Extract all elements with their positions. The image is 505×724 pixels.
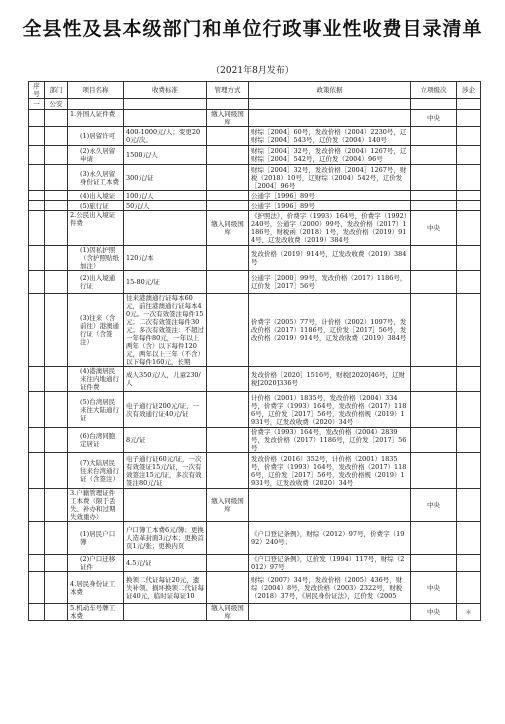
empty-cell xyxy=(29,489,45,522)
management-mode xyxy=(207,294,249,367)
enterprise-related xyxy=(457,165,481,191)
approval-level xyxy=(411,555,457,572)
fee-standard: 4.5元/证 xyxy=(124,555,207,572)
empty-cell xyxy=(45,428,68,453)
empty-cell xyxy=(29,201,45,211)
empty-cell xyxy=(45,572,68,604)
empty-cell xyxy=(45,604,68,621)
empty-cell xyxy=(68,99,124,110)
approval-level: 中央 xyxy=(411,604,457,621)
fee-standard xyxy=(124,489,207,522)
empty-cell xyxy=(29,146,45,165)
empty-cell xyxy=(29,428,45,453)
management-mode xyxy=(207,201,249,211)
empty-cell xyxy=(45,110,68,127)
table-row xyxy=(29,211,481,246)
item-name: (1)居民户口簿 xyxy=(68,522,124,555)
item-name: (5)台湾居民来往大陆通行证 xyxy=(68,392,124,428)
item-name: (6)台湾同胞定居证 xyxy=(68,428,124,453)
enterprise-related xyxy=(457,572,481,604)
empty-cell xyxy=(45,127,68,146)
approval-level xyxy=(411,294,457,367)
fee-standard: 15-80元/证 xyxy=(124,271,207,294)
empty-cell xyxy=(29,604,45,621)
empty-cell xyxy=(29,127,45,146)
management-mode xyxy=(207,271,249,294)
empty-cell xyxy=(45,191,68,201)
empty-cell xyxy=(29,294,45,367)
approval-level xyxy=(411,453,457,489)
empty-cell xyxy=(45,555,68,572)
management-mode xyxy=(207,165,249,191)
item-name: 3.户籍管理证件工本费（限于丢失、补办和过期失效重办） xyxy=(68,489,124,522)
item-name: (1)居留许可 xyxy=(68,127,124,146)
approval-level xyxy=(411,392,457,428)
management-mode: 缴入同级国库 xyxy=(207,110,249,127)
fee-standard: 8元/证 xyxy=(124,428,207,453)
item-name: (2)出入境通行证 xyxy=(68,271,124,294)
empty-cell xyxy=(45,453,68,489)
enterprise-related xyxy=(457,428,481,453)
enterprise-related xyxy=(457,453,481,489)
header-cell: 涉企 xyxy=(457,82,481,99)
item-name: (3)永久居留身份证工本费 xyxy=(68,165,124,191)
approval-level: 中央 xyxy=(411,211,457,246)
table-row xyxy=(29,127,481,146)
empty-cell xyxy=(29,453,45,489)
empty-cell xyxy=(45,165,68,191)
policy-basis: 价费字（2005）77号，计价格（2002）1097号，发改价格（2017）1186号，辽价发［2017］56号，发改价格（2019）914号，辽发改收费（2019）384号 xyxy=(249,294,411,367)
table-row xyxy=(29,392,481,428)
policy-basis: 财综［2004］32号，发改价格［2004］1267号，财税（2018）10号，辽财综（2004）542号，辽价发［2004］96号 xyxy=(249,165,411,191)
policy-basis: 发改价格（2016）352号，计价格（2001）1835号，价费字（1993）164号，发改价格（2017）1186号，辽价发［2017］56号，发改价格规（2019）1931号，辽发改收费（2020）34号 xyxy=(249,453,411,489)
empty-cell xyxy=(45,392,68,428)
management-mode xyxy=(207,392,249,428)
table-row xyxy=(29,246,481,271)
management-mode xyxy=(207,522,249,555)
enterprise-related xyxy=(457,392,481,428)
policy-basis: 《户口登记条例》，辽价发（1994）117号，财综（2012）97号 xyxy=(249,555,411,572)
management-mode: 缴入同级国库 xyxy=(207,604,249,621)
page-title: 全县性及县本级部门和单位行政事业性收费目录清单 xyxy=(22,18,483,40)
empty-cell xyxy=(29,555,45,572)
item-name: (3)往来（含前往）港澳通行证（含签注） xyxy=(68,294,124,367)
enterprise-related xyxy=(457,211,481,246)
policy-basis: 《护照法》，价费字（1993）164号，价费字（1992）240号，公通字（2000）99号，发改价格（2017）1186号，财税函（2018）1号，发改价格（2019）914号，辽发改收费（2019）384号 xyxy=(249,211,411,246)
fee-table xyxy=(28,81,481,621)
header-cell: 部门 xyxy=(45,82,68,99)
fee-standard: 300元/证 xyxy=(124,165,207,191)
approval-level xyxy=(411,428,457,453)
approval-level xyxy=(411,127,457,146)
enterprise-related xyxy=(457,201,481,211)
fee-standard: 换领二代证每证20元，遗失补领、损坏换领二代证每证40元，临时证每证10 xyxy=(124,572,207,604)
item-name: (2)永久居留申请 xyxy=(68,146,124,165)
empty-cell xyxy=(45,146,68,165)
item-name: (7)大陆居民往来台湾通行证（含签注） xyxy=(68,453,124,489)
empty-cell xyxy=(45,211,68,246)
empty-cell xyxy=(124,99,207,110)
header-cell: 序号 xyxy=(29,82,45,99)
section-row xyxy=(29,99,481,110)
header-row xyxy=(29,82,481,99)
management-mode xyxy=(207,555,249,572)
management-mode xyxy=(207,191,249,201)
table-row xyxy=(29,489,481,522)
management-mode xyxy=(207,146,249,165)
table-row xyxy=(29,555,481,572)
table-row xyxy=(29,604,481,621)
approval-level xyxy=(411,165,457,191)
fee-standard: 成人350元/人，儿童230/人 xyxy=(124,367,207,392)
empty-cell xyxy=(45,294,68,367)
empty-cell xyxy=(45,246,68,271)
item-name: (4)港澳居民来往内地通行证件费 xyxy=(68,367,124,392)
policy-basis: 财综［2004］60号，发改价格（2004）2230号，辽财综［2004］543号，辽价发（2004）140号 xyxy=(249,127,411,146)
item-name: 4.居民身份证工本费 xyxy=(68,572,124,604)
policy-basis: 公通字［1996］89号 xyxy=(249,191,411,201)
fee-standard: 电子通行证200元/证，一次有效通行证40元/证 xyxy=(124,392,207,428)
item-name: (1)因私护照（含护照贴纸加注） xyxy=(68,246,124,271)
approval-level xyxy=(411,522,457,555)
enterprise-related xyxy=(457,246,481,271)
item-name: 1.外国人证件费 xyxy=(68,110,124,127)
enterprise-related xyxy=(457,271,481,294)
approval-level xyxy=(411,367,457,392)
fee-standard: 120元/本 xyxy=(124,246,207,271)
empty-cell xyxy=(45,522,68,555)
fee-standard: 400-1000元/人；变更200元/次。 xyxy=(124,127,207,146)
table-row xyxy=(29,201,481,211)
management-mode xyxy=(207,367,249,392)
item-name: 2.公民出入境证件费 xyxy=(68,211,124,246)
fee-standard xyxy=(124,604,207,621)
policy-basis: 公通字［1996］89号 xyxy=(249,201,411,211)
empty-cell xyxy=(249,99,411,110)
enterprise-related xyxy=(457,522,481,555)
fee-standard: 50元/人 xyxy=(124,201,207,211)
fee-standard: 1500元/人 xyxy=(124,146,207,165)
table-row xyxy=(29,146,481,165)
table-row xyxy=(29,110,481,127)
empty-cell xyxy=(29,246,45,271)
empty-cell xyxy=(29,392,45,428)
section-number: 一 xyxy=(29,99,45,110)
empty-cell xyxy=(29,522,45,555)
table-row xyxy=(29,294,481,367)
item-name: (4)出入境证 xyxy=(68,191,124,201)
table-row xyxy=(29,522,481,555)
empty-cell xyxy=(45,367,68,392)
empty-cell xyxy=(207,99,249,110)
approval-level: 中央 xyxy=(411,572,457,604)
header-cell: 管理方式 xyxy=(207,82,249,99)
table-row xyxy=(29,191,481,201)
enterprise-related xyxy=(457,127,481,146)
empty-cell xyxy=(29,191,45,201)
fee-standard: 往来港澳通行证每本60元，前往港澳通行证每本40元。一次有效签注每件15元；二次有效签注每件30元；多次有效签注：不超过一年每件80元，一年以上两年（含）以下每件120元，两年以上三年（不含）以下每件160元，长期 xyxy=(124,294,207,367)
empty-cell xyxy=(45,271,68,294)
enterprise-related xyxy=(457,294,481,367)
policy-basis: 财综（2007）34号，发改价格（2005）436号，财综（2004）8号，发改价格（2003）2322号，财税（2018）37号，《居民身份证法》，辽价发（2005 xyxy=(249,572,411,604)
empty-cell xyxy=(457,99,481,110)
fee-standard: 电子通行证60元/证，一次有效签证15元/证，一次有效签注15元/证，多次有效签注80元/证 xyxy=(124,453,207,489)
approval-level xyxy=(411,201,457,211)
enterprise-related xyxy=(457,110,481,127)
management-mode: 缴入同级国库 xyxy=(207,489,249,522)
table-row xyxy=(29,572,481,604)
item-name: 5.机动车号牌工本费 xyxy=(68,604,124,621)
approval-level xyxy=(411,271,457,294)
approval-level xyxy=(411,191,457,201)
policy-basis xyxy=(249,489,411,522)
header-cell: 政策依据 xyxy=(249,82,411,99)
table-row xyxy=(29,428,481,453)
empty-cell xyxy=(45,489,68,522)
enterprise-related xyxy=(457,489,481,522)
approval-level: 中央 xyxy=(411,110,457,127)
enterprise-related xyxy=(457,555,481,572)
item-name: (2)户口迁移证件 xyxy=(68,555,124,572)
item-name: (5)旅行证 xyxy=(68,201,124,211)
management-mode xyxy=(207,127,249,146)
policy-basis: 《户口登记条例》，财综（2012）97号，价费字（1992）240号； xyxy=(249,522,411,555)
management-mode xyxy=(207,246,249,271)
enterprise-related xyxy=(457,367,481,392)
table-row xyxy=(29,165,481,191)
empty-cell xyxy=(29,572,45,604)
empty-cell xyxy=(29,367,45,392)
empty-cell xyxy=(29,271,45,294)
management-mode xyxy=(207,572,249,604)
management-mode xyxy=(207,453,249,489)
empty-cell xyxy=(29,165,45,191)
empty-cell xyxy=(411,99,457,110)
empty-cell xyxy=(29,110,45,127)
management-mode: 缴入同级国库 xyxy=(207,211,249,246)
policy-basis: 公通字［2000］99号，发改价格（2017）1186号，辽价发［2017］56号 xyxy=(249,271,411,294)
section-dept: 公安 xyxy=(45,99,68,110)
approval-level xyxy=(411,246,457,271)
empty-cell xyxy=(45,201,68,211)
policy-basis: 财综［2004］32号，发改价格（2004）1267号，辽财综［2004］542号，辽价发（2004）96号 xyxy=(249,146,411,165)
header-cell: 项目名称 xyxy=(68,82,124,99)
policy-basis: 发改价格［2020］1516号，财税[2020]46号，辽财税[2020]336号 xyxy=(249,367,411,392)
enterprise-related xyxy=(457,146,481,165)
fee-standard: 户口簿工本费6元/簿；更换人造革封面3元/本；更换首页1元/张；更换内页 xyxy=(124,522,207,555)
policy-basis: 发改价格（2019）914号，辽发改收费（2019）384号 xyxy=(249,246,411,271)
fee-standard xyxy=(124,211,207,246)
policy-basis xyxy=(249,110,411,127)
table-row xyxy=(29,271,481,294)
fee-standard xyxy=(124,110,207,127)
policy-basis xyxy=(249,604,411,621)
fee-standard: 100元/人 xyxy=(124,191,207,201)
table-row xyxy=(29,367,481,392)
header-cell: 立项级次 xyxy=(411,82,457,99)
approval-level xyxy=(411,146,457,165)
enterprise-related xyxy=(457,191,481,201)
management-mode xyxy=(207,428,249,453)
publish-date: （2021年8月发布） xyxy=(211,66,294,76)
enterprise-related: ＊ xyxy=(457,604,481,621)
policy-basis: 价费字（1993）164号，发改价格（2004）2839号，发改价格（2017）1186号，辽价发［2017］56号 xyxy=(249,428,411,453)
approval-level: 中央 xyxy=(411,489,457,522)
policy-basis: 计价格（2001）1835号，发改价格（2004）334号，价费字（1993）164号，发改价格（2017）1186号，辽价发［2017］56号，发改价格规（2019）1931号，辽发改收费（2020）34号 xyxy=(249,392,411,428)
header-cell: 收费标准 xyxy=(124,82,207,99)
empty-cell xyxy=(29,211,45,246)
table-row xyxy=(29,453,481,489)
